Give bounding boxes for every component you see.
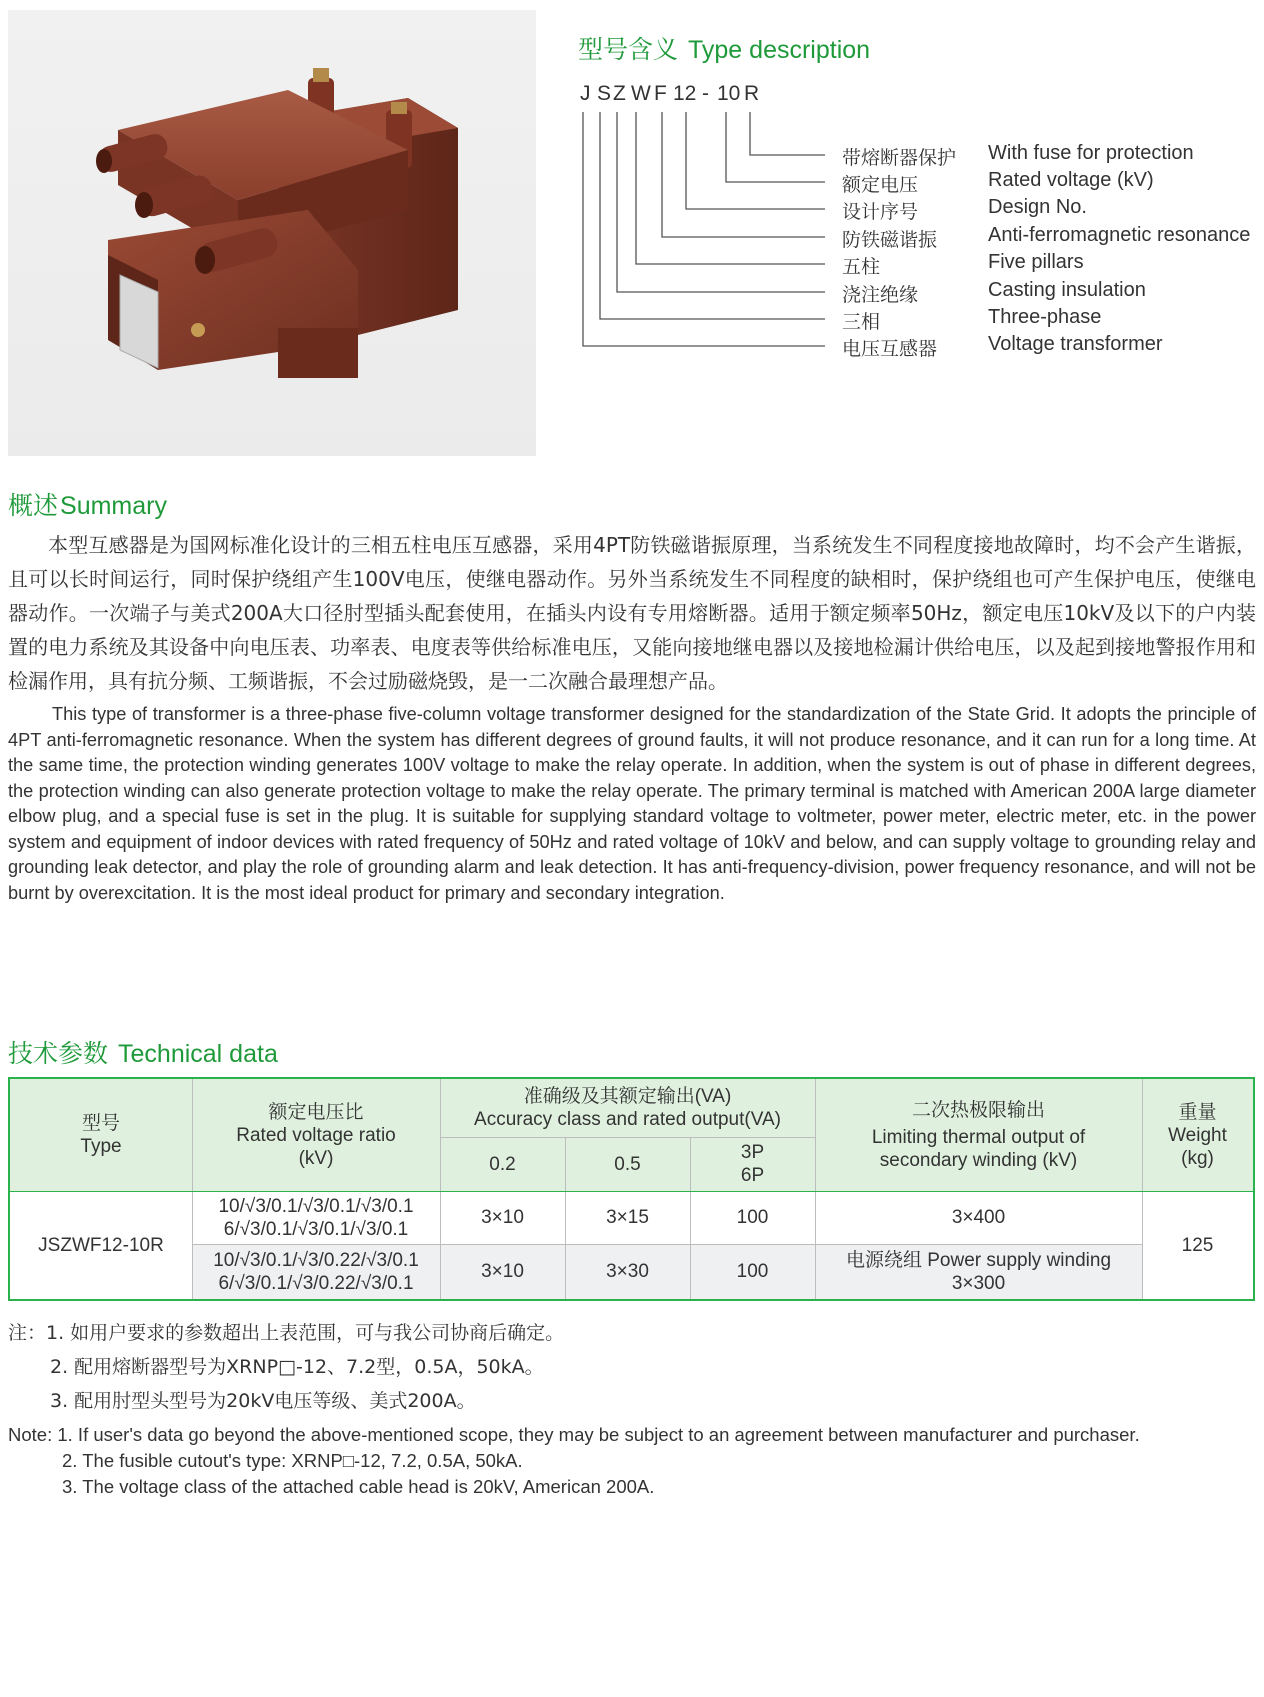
table-row-2-acc-0-2: 3×10 [481, 1261, 524, 1282]
meaning-zh: 设计序号 [842, 201, 919, 223]
technical-heading-zh: 技术参数 [8, 1039, 109, 1068]
meaning-zh: 五柱 [842, 256, 881, 278]
table-row-2-ratio [192, 1244, 440, 1299]
model-letter: 12 [673, 82, 697, 105]
product-photo [8, 10, 536, 456]
header-thermal [815, 1079, 1142, 1191]
header-accuracy [440, 1079, 815, 1137]
meaning-en: Casting insulation [988, 279, 1146, 301]
header-weight-unit: (kg) [1181, 1147, 1214, 1169]
thermal-value: 3×300 [951, 1272, 1006, 1294]
header-ratio-zh: 额定电压比 [268, 1101, 364, 1123]
model-letter: Z [613, 82, 626, 105]
model-letter: R [744, 82, 760, 105]
meaning-en: Voltage transformer [988, 333, 1163, 355]
summary-heading-en: Summary [60, 492, 167, 520]
meaning-en: Anti-ferromagnetic resonance [988, 224, 1251, 246]
model-letter: J [580, 82, 591, 105]
model-letter: - [702, 82, 709, 105]
technical-heading [8, 1034, 278, 1070]
weight-cell: 125 [1181, 1234, 1214, 1256]
header-thermal-en-1: Limiting thermal output of [871, 1126, 1086, 1148]
technical-heading-en: Technical data [118, 1040, 278, 1068]
voltage-transformer-illustration [8, 10, 536, 456]
header-ratio-unit: (kV) [298, 1147, 334, 1169]
meaning-en: Rated voltage (kV) [988, 169, 1154, 191]
note-en-3: 3. The voltage class of the attached cable head is 20kV, American 200A. [62, 1476, 655, 1497]
header-weight [1142, 1079, 1253, 1191]
header-thermal-zh: 二次热极限输出 [911, 1099, 1045, 1121]
thermal-label: 电源绕组 Power supply winding [845, 1249, 1112, 1271]
header-acc-3p: 3P [740, 1142, 765, 1163]
note-zh-2: 2. 配用熔断器型号为XRNP□-12、7.2型，0.5A，50kA。 [50, 1356, 544, 1378]
header-accuracy-en: Accuracy class and rated output(VA) [474, 1109, 781, 1130]
summary-text-en: This type of transformer is a three-phase five-column voltage transformer designed for the standardization of the State Grid. It adopts the principle of 4PT anti-ferromagnetic resonance. When the system has different degrees of ground faults, it will not produce resonance, and it can run for a long time. At the same time, the protection winding generates 100V voltage to make the relay operate. In addition, when the system is out of phase in different degrees, the protection winding can also generate protection voltage to make the relay operate. The primary terminal is matched with American 200A large diameter elbow plug, and a special fuse is set in the plug. It is suitable for supplying standard voltage to voltmeter, power meter, electric meter, etc. in the power system and equipment of indoor devices with rated frequency of 50Hz and rated voltage of 10kV and below, and can supply voltage to grounding relay and grounding leak detector, and play the role of grounding alarm and leak detection. It has anti-frequency-division, power frequency resonance, and will not be burnt by overexcitation. It is the most ideal product for primary and secondary integration. [8, 704, 1256, 903]
technical-data-table [8, 1077, 1255, 1301]
model-letter: S [597, 82, 612, 105]
type-description-heading-zh: 型号含义 [578, 35, 679, 64]
meaning-zh: 带熔断器保护 [842, 147, 957, 169]
note-en-2: 2. The fusible cutout's type: XRNP□-12, 7.2, 0.5A, 50kA. [62, 1450, 523, 1471]
note-zh-1: 注：1. 如用户要求的参数超出上表范围，可与我公司协商后确定。 [8, 1322, 565, 1344]
meaning-zh: 防铁磁谐振 [842, 229, 938, 251]
table-row-1-acc-3p: 100 [736, 1207, 769, 1228]
model-letter: F [654, 82, 667, 105]
type-description-heading [578, 30, 870, 66]
summary-heading-zh: 概述 [8, 491, 59, 520]
ratio-line: 10/√3/0.1/√3/0.1/√3/0.1 [218, 1195, 414, 1217]
note-zh-3: 3. 配用肘型头型号为20kV电压等级、美式200A。 [50, 1390, 476, 1412]
ratio-line: 6/√3/0.1/√3/0.22/√3/0.1 [218, 1272, 414, 1294]
header-acc-0-2: 0.2 [489, 1153, 516, 1175]
header-weight-zh: 重量 [1178, 1101, 1217, 1123]
table-row-2-acc-0-5: 3×30 [606, 1261, 649, 1282]
table-row-2-thermal [815, 1244, 1142, 1299]
header-ratio [192, 1079, 440, 1191]
meaning-zh: 三相 [842, 311, 881, 333]
table-row-1-acc-0-5: 3×15 [606, 1207, 649, 1228]
ratio-line: 10/√3/0.1/√3/0.22/√3/0.1 [213, 1249, 419, 1271]
header-accuracy-zh: 准确级及其额定输出(VA) [523, 1086, 732, 1107]
summary-text-zh: 本型互感器是为国网标准化设计的三相五柱电压互感器，采用4PT防铁磁谐振原理，当系统发生不同程度接地故障时，均不会产生谐振，且可以长时间运行，同时保护绕组产生100V电压，使继电器动作。另外当系统发生不同程度的缺相时，保护绕组也可产生保护电压，使继电器动作。一次端子与美式200A大口径肘型插头配套使用，在插头内设有专用熔断器。适用于额定频率50Hz，额定电压10kV及以下的户内装置的电力系统及其设备中向电压表、功率表、电度表等供给标准电压，又能向接地继电器以及接地检漏计供给电压，以及起到接地警报作用和检漏作用，具有抗分频、工频谐振，不会过励磁烧毁，是一二次融合最理想产品。 [8, 533, 1256, 693]
table-row-1-thermal: 3×400 [951, 1207, 1006, 1228]
header-weight-en: Weight [1168, 1124, 1227, 1146]
meaning-en: Three-phase [988, 306, 1102, 328]
meaning-en: With fuse for protection [988, 142, 1194, 164]
model-letter: W [631, 82, 651, 105]
header-type [10, 1079, 192, 1191]
header-type-en: Type [80, 1136, 122, 1157]
note-en-1: Note: 1. If user's data go beyond the above-mentioned scope, they may be subject to an agreement between manufacturer and purchaser. [8, 1424, 1140, 1445]
model-code-connectors [570, 106, 840, 356]
model-cell: JSZWF12-10R [38, 1234, 164, 1256]
header-acc-3p-6p [690, 1137, 815, 1191]
meaning-zh: 浇注绝缘 [842, 284, 919, 306]
header-acc-6p: 6P [740, 1165, 765, 1186]
meaning-zh: 电压互感器 [842, 338, 938, 360]
meaning-zh: 额定电压 [842, 174, 919, 196]
model-letter: 10 [717, 82, 741, 105]
table-row-1-acc-0-2: 3×10 [481, 1207, 524, 1228]
summary-heading [8, 486, 167, 522]
header-ratio-en: Rated voltage ratio [236, 1124, 396, 1146]
header-type-zh: 型号 [81, 1113, 120, 1134]
type-description-heading-en: Type description [688, 36, 871, 64]
header-thermal-en-2: secondary winding (kV) [879, 1149, 1078, 1171]
meaning-en: Design No. [988, 196, 1087, 218]
table-row-1-ratio [192, 1191, 440, 1244]
ratio-line: 6/√3/0.1/√3/0.1/√3/0.1 [223, 1218, 409, 1240]
header-acc-0-5: 0.5 [614, 1153, 641, 1175]
table-row-2-acc-3p: 100 [736, 1261, 769, 1282]
meaning-en: Five pillars [988, 251, 1084, 273]
